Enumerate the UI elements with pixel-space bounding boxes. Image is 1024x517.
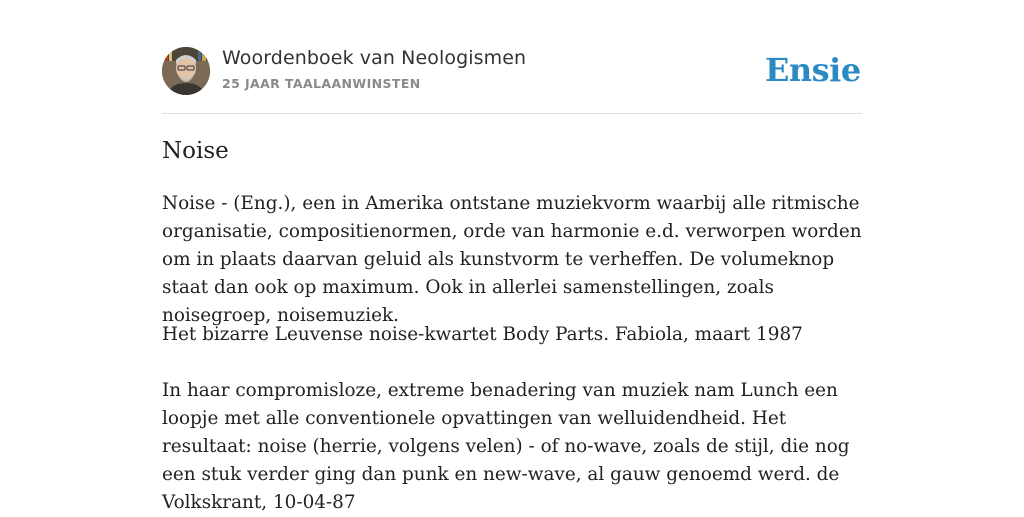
entry-quote: Het bizarre Leuvense noise-kwartet Body Parts. Fabiola, maart 1987 [162, 324, 803, 345]
entry-definition: Noise - (Eng.), een in Amerika ontstane muziekvorm waarbij alle ritmische organisatie, compositienormen, orde van harmonie e.d. verworpen worden om in plaats daarvan geluid als kunstvorm te verheffen. De volumeknop staat dan ook op maximum. Ook in allerlei samenstellingen, zoals noisegroep, noisemuziek. [162, 193, 862, 326]
site-tagline: 25 JAAR TAALAANWINSTEN [222, 76, 421, 91]
entry-quote: In haar compromisloze, extreme benadering van muziek nam Lunch een loopje met alle conventionele opvattingen van welluidendheid. Het resultaat: noise (herrie, volgens velen) - of no-wave, zoals de stijl, die nog een stuk verder ging dan punk en new-wave, al gauw genoemd werd. de Volkskrant, 10-04-87 [162, 380, 850, 513]
entry-title: Noise [162, 138, 229, 164]
author-avatar[interactable] [162, 47, 210, 95]
ensie-logo[interactable]: Ensie [765, 51, 861, 89]
site-name[interactable]: Woordenboek van Neologismen [222, 47, 527, 69]
avatar-portrait-icon [162, 47, 210, 95]
header-divider [162, 113, 862, 114]
